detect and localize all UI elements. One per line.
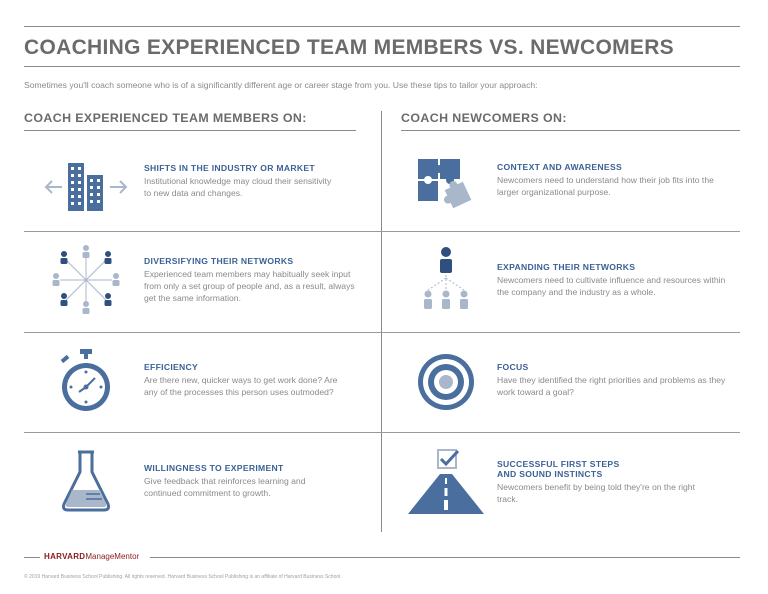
flask-icon — [36, 448, 136, 514]
item-heading: DIVERSIFYING THEIR NETWORKS — [144, 256, 294, 266]
left-item-3 — [36, 346, 376, 418]
buildings-arrows-icon — [36, 150, 136, 220]
right-item-2 — [396, 242, 740, 322]
org-chart-icon — [396, 242, 496, 318]
item-body: Newcomers need to cultivate influence and resources within the company and the industry as a whole. — [497, 275, 726, 297]
column-divider — [381, 111, 382, 532]
item-heading: EXPANDING THEIR NETWORKS — [497, 262, 636, 272]
top-rule — [24, 26, 740, 27]
page-title: COACHING EXPERIENCED TEAM MEMBERS VS. NEWCOMERS — [24, 36, 674, 59]
page-subtitle: Sometimes you'll coach someone who is of a significantly different age or career stage from you. Use these tips to tailor your approach: — [24, 80, 538, 90]
left-column-header: COACH EXPERIENCED TEAM MEMBERS ON: — [24, 111, 307, 125]
row-divider — [24, 432, 740, 433]
title-rule — [24, 66, 740, 67]
item-body: Experienced team members may habitually seek input from only a set group of people and, as a result, always get the same information. — [144, 269, 355, 303]
item-heading: WILLINGNESS TO EXPERIMENT — [144, 463, 284, 473]
item-heading: SHIFTS IN THE INDUSTRY OR MARKET — [144, 163, 315, 173]
item-body: Are there new, quicker ways to get work done? Are any of the processes this person uses outmoded? — [144, 375, 338, 397]
row-divider — [24, 332, 740, 333]
puzzle-icon — [396, 150, 496, 220]
item-body: Newcomers need to understand how their job fits into the larger organizational purpose. — [497, 175, 714, 197]
brand-managementor: ManageMentor — [85, 552, 140, 561]
stopwatch-icon — [36, 346, 136, 418]
right-header-rule — [401, 130, 740, 131]
item-body: Institutional knowledge may cloud their sensitivity to new data and changes. — [144, 176, 332, 198]
item-heading: CONTEXT AND AWARENESS — [497, 162, 623, 172]
right-item-1 — [396, 150, 740, 220]
item-heading: FOCUS — [497, 362, 529, 372]
right-column-header: COACH NEWCOMERS ON: — [401, 111, 567, 125]
item-body: Newcomers benefit by being told they're on the right track. — [497, 482, 695, 504]
brand-harvard: HARVARD — [44, 552, 86, 561]
item-heading-line-1: SUCCESSFUL FIRST STEPS — [497, 459, 620, 469]
network-people-icon — [36, 242, 136, 318]
left-item-2 — [36, 242, 376, 322]
brand-logo — [44, 552, 139, 561]
left-item-1 — [36, 150, 376, 220]
right-item-4 — [396, 448, 740, 520]
item-heading: EFFICIENCY — [144, 362, 199, 372]
right-item-3 — [396, 346, 740, 418]
footer-rule-left — [24, 557, 40, 558]
item-heading-line-2: AND SOUND INSTINCTS — [497, 469, 603, 479]
item-body: Give feedback that reinforces learning and continued commitment to growth. — [144, 476, 306, 498]
road-checkbox-icon — [396, 448, 496, 518]
footer-rule-right — [150, 557, 740, 558]
item-body: Have they identified the right priorities and problems as they work toward a goal? — [497, 375, 726, 397]
row-divider — [24, 231, 740, 232]
target-icon — [396, 346, 496, 418]
left-item-4 — [36, 448, 376, 518]
left-header-rule — [24, 130, 356, 131]
copyright-text: © 2019 Harvard Business School Publishing. All rights reserved. Harvard Business School Publishing is an affiliate of Harvard Business School. — [24, 574, 342, 580]
